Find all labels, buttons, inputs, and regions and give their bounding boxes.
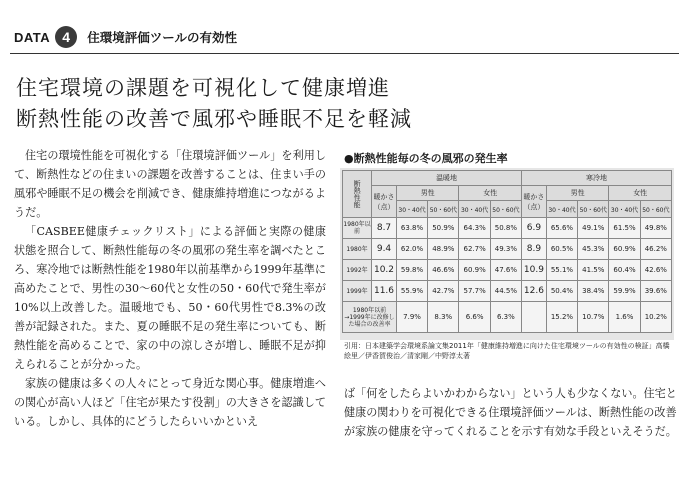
- insulation-header: 断熱性能: [343, 171, 372, 218]
- row-label: 1980年以前: [343, 218, 372, 239]
- age-header: 50・60代: [428, 201, 459, 218]
- male-header: 男性: [546, 186, 609, 201]
- age-header: 50・60代: [640, 201, 671, 218]
- cold-incidence-table: [342, 170, 672, 333]
- paragraph: 住宅の環境性能を可視化する「住環境評価ツール」を利用して、断熱性などの住まいの課題を改善することは、住まい手の風邪や睡眠不足の機会を削減でき、健康維持増進につながるようだ。: [14, 149, 326, 219]
- table-cell: 10.9: [522, 260, 547, 281]
- row-label: 1980年: [343, 239, 372, 260]
- table-cell: 6.9: [522, 218, 547, 239]
- table-cell: 6.6%: [459, 302, 490, 333]
- row-label: 1999年: [343, 281, 372, 302]
- warmth-header: 暖かさ（点）: [522, 186, 547, 218]
- table-cell: 10.7%: [578, 302, 609, 333]
- table-cell: 49.1%: [578, 218, 609, 239]
- section-header: [14, 26, 237, 48]
- improvement-row: [343, 302, 672, 333]
- table-cell: 49.8%: [640, 218, 671, 239]
- data-label: DATA: [14, 29, 51, 45]
- region-warm-header: 温暖地: [372, 171, 522, 186]
- table-cell: 8.3%: [428, 302, 459, 333]
- table-cell: 15.2%: [546, 302, 577, 333]
- body-text-right: [344, 384, 679, 441]
- table-cell: 59.9%: [609, 281, 640, 302]
- table-cell: 60.4%: [609, 260, 640, 281]
- paragraph: 家族の健康は多くの人々にとって身近な関心事。健康増進への関心が高い人ほど「住宅が果たす役割」の大きさを認識している。しかし、具体的にどうしたらいいかといえ: [14, 377, 326, 428]
- table-cell: 38.4%: [578, 281, 609, 302]
- table-row: [343, 218, 672, 239]
- table-cell: 50.8%: [490, 218, 521, 239]
- table-cell: 62.0%: [396, 239, 427, 260]
- table-cell: 47.6%: [490, 260, 521, 281]
- age-header: 30・40代: [609, 201, 640, 218]
- female-header: 女性: [609, 186, 672, 201]
- table-cell: 46.6%: [428, 260, 459, 281]
- table-cell: [522, 302, 547, 333]
- table-cell: 11.6: [372, 281, 397, 302]
- table-cell: 46.2%: [640, 239, 671, 260]
- table-cell: 45.3%: [578, 239, 609, 260]
- table-cell: 64.3%: [459, 218, 490, 239]
- age-header: 50・60代: [490, 201, 521, 218]
- table-cell: 39.6%: [640, 281, 671, 302]
- paragraph: 「CASBEE健康チェックリスト」による評価と実際の健康状態を照合して、断熱性能毎の冬の風邪の発生率を調べたところ、寒冷地では断熱性能を1980年以前基準から1999年基準に高めたことで、男性の30～60代と女性の50・60代で発生率が10%以上改善した。温暖地でも、50・60代男性で8.3%の改善が記録された。また、夏の睡眠不足の発生率についても、断熱性能を高めることで、家の中の涼しさが増し、睡眠不足が抑えられることが分かった。: [14, 225, 326, 371]
- table-cell: 48.9%: [428, 239, 459, 260]
- table-cell: 59.8%: [396, 260, 427, 281]
- table-cell: 63.8%: [396, 218, 427, 239]
- table-cell: 42.7%: [428, 281, 459, 302]
- table-cell: 9.4: [372, 239, 397, 260]
- table-cell: 42.6%: [640, 260, 671, 281]
- age-header: 30・40代: [459, 201, 490, 218]
- headline-line-2: 断熱性能の改善で風邪や睡眠不足を軽減: [16, 107, 412, 131]
- figure-citation: 引用：日本建築学会環境系論文集2011年「健康維持増進に向けた住宅環境ツールの有効性の検証」高橋絵里／伊香賀俊治／清家剛／中野淳太著: [344, 342, 670, 360]
- table-cell: 50.4%: [546, 281, 577, 302]
- age-header: 30・40代: [546, 201, 577, 218]
- table-cell: 7.9%: [396, 302, 427, 333]
- table-cell: 65.6%: [546, 218, 577, 239]
- header-divider: [10, 53, 679, 54]
- row-label: 1992年: [343, 260, 372, 281]
- table-cell: 1.6%: [609, 302, 640, 333]
- table-cell: 61.5%: [609, 218, 640, 239]
- table-cell: 8.9: [522, 239, 547, 260]
- warmth-header: 暖かさ（点）: [372, 186, 397, 218]
- table-cell: 12.6: [522, 281, 547, 302]
- data-number-badge: 4: [55, 26, 77, 48]
- table-cell: 55.9%: [396, 281, 427, 302]
- table-cell: 10.2: [372, 260, 397, 281]
- table-cell: 60.5%: [546, 239, 577, 260]
- table-cell: 41.5%: [578, 260, 609, 281]
- table-cell: 50.9%: [428, 218, 459, 239]
- table-row: [343, 281, 672, 302]
- improvement-label: 1980年以前→1999年に改修した場合の改善率: [343, 302, 397, 333]
- table-row: [343, 260, 672, 281]
- age-header: 30・40代: [396, 201, 427, 218]
- table-cell: 8.7: [372, 218, 397, 239]
- body-text-left: [14, 146, 326, 431]
- region-cold-header: 寒冷地: [522, 171, 672, 186]
- table-cell: 60.9%: [609, 239, 640, 260]
- table-cell: 62.7%: [459, 239, 490, 260]
- table-cell: 57.7%: [459, 281, 490, 302]
- section-title: 住環境評価ツールの有効性: [87, 30, 237, 45]
- male-header: 男性: [396, 186, 459, 201]
- table-cell: 44.5%: [490, 281, 521, 302]
- figure-title: ●断熱性能毎の冬の風邪の発生率: [344, 152, 508, 165]
- table-cell: 60.9%: [459, 260, 490, 281]
- table-cell: 6.3%: [490, 302, 521, 333]
- age-header: 50・60代: [578, 201, 609, 218]
- headline-line-1: 住宅環境の課題を可視化して健康増進: [16, 76, 390, 100]
- table-cell: 49.3%: [490, 239, 521, 260]
- table-cell: 55.1%: [546, 260, 577, 281]
- table-row: [343, 239, 672, 260]
- table-cell: 10.2%: [640, 302, 671, 333]
- female-header: 女性: [459, 186, 522, 201]
- paragraph: ば「何をしたらよいかわからない」という人も少なくない。住宅と健康の関わりを可視化できる住環境評価ツールは、断熱性能の改善が家族の健康を守ってくれることを示す有効な手段といえそうだ。: [344, 387, 677, 438]
